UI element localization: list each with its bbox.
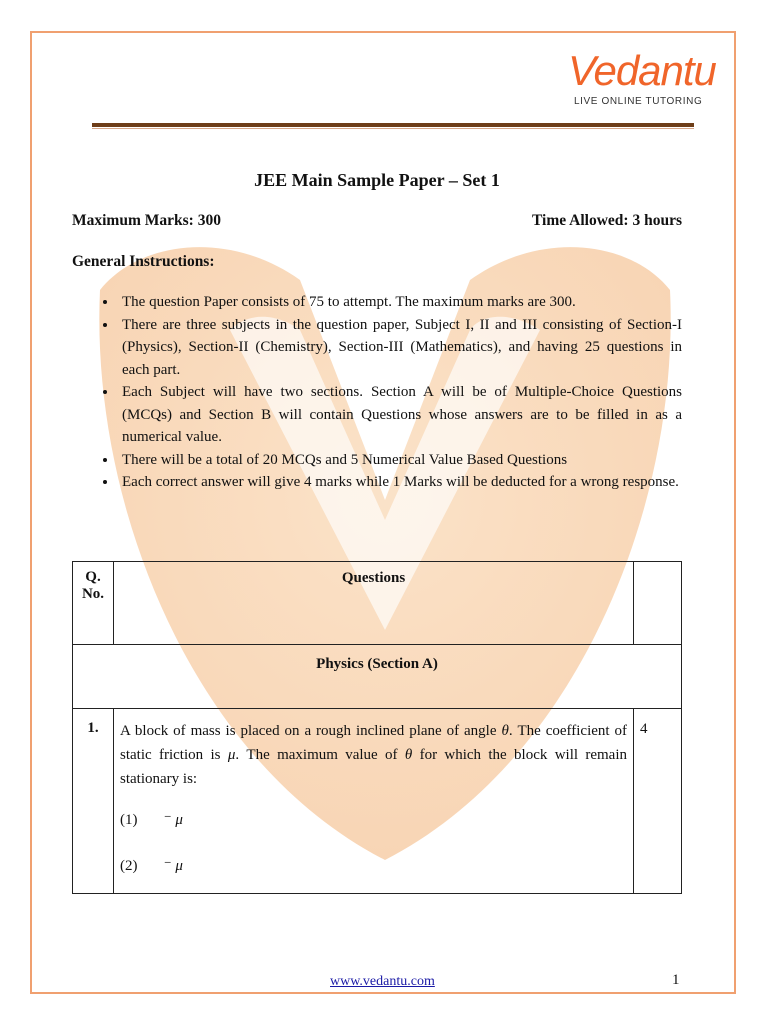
section-label: Physics (Section A) xyxy=(73,645,682,709)
logo-wordmark: Vedantu xyxy=(568,47,716,94)
instructions-heading: General Instructions: xyxy=(72,253,215,270)
question-text: A block of mass is placed on a rough inclined plane of angle xyxy=(120,723,502,739)
footer-website-link[interactable]: www.vedantu.com xyxy=(330,974,435,989)
question-text: . The coefficient of static friction is xyxy=(120,723,628,763)
maximum-marks: Maximum Marks: 300 xyxy=(72,212,221,229)
option-label: (2) xyxy=(120,858,138,874)
theta-symbol: θ xyxy=(501,723,509,739)
instruction-item: • The question Paper consists of 75 to attempt. The maximum marks are 300. xyxy=(118,291,682,314)
question-number: 1. xyxy=(73,709,114,894)
questions-table xyxy=(72,561,682,894)
option-1 xyxy=(120,809,627,831)
table-row xyxy=(73,709,682,894)
question-marks: 4 xyxy=(634,709,682,894)
section-row xyxy=(73,645,682,709)
header-questions: Questions xyxy=(114,562,634,645)
instruction-item: • Each correct answer will give 4 marks while 1 Marks will be deducted for a wrong response. xyxy=(118,471,682,494)
question-text: . The maximum value of xyxy=(235,747,405,763)
logo-tagline: LIVE ONLINE TUTORING xyxy=(574,96,703,107)
header-rule-thin xyxy=(92,128,694,129)
header-qno: Q. No. xyxy=(73,562,114,645)
instructions-list xyxy=(72,291,682,494)
option-2 xyxy=(120,855,627,877)
question-cell xyxy=(114,709,634,894)
header-marks xyxy=(634,562,682,645)
header-rule xyxy=(92,123,694,127)
page-number: 1 xyxy=(672,972,680,988)
theta-symbol: θ xyxy=(404,747,413,763)
time-allowed: Time Allowed: 3 hours xyxy=(532,212,682,229)
option-label: (1) xyxy=(120,812,138,828)
mu-symbol: μ xyxy=(227,747,236,763)
option-value: ⁻ μ xyxy=(163,858,183,874)
instruction-item: • There are three subjects in the question paper, Subject I, II and III consisting of Section-I (Physics), Section-II (Chemistry), Section-III (Mathematics), and having 25 questions in each part. xyxy=(118,314,682,382)
question-text: for which the block will remain stationary is: xyxy=(120,747,628,787)
instruction-item: • There will be a total of 20 MCQs and 5 Numerical Value Based Questions xyxy=(118,449,682,472)
option-value: ⁻ μ xyxy=(163,812,183,828)
instruction-item: • Each Subject will have two sections. Section A will be of Multiple-Choice Questions (MCQs) and Section B will contain Questions whose answers are to be filled in as a numerical value. xyxy=(118,381,682,449)
table-header-row xyxy=(73,562,682,645)
document-title: JEE Main Sample Paper – Set 1 xyxy=(254,170,500,190)
vedantu-logo xyxy=(568,47,716,107)
